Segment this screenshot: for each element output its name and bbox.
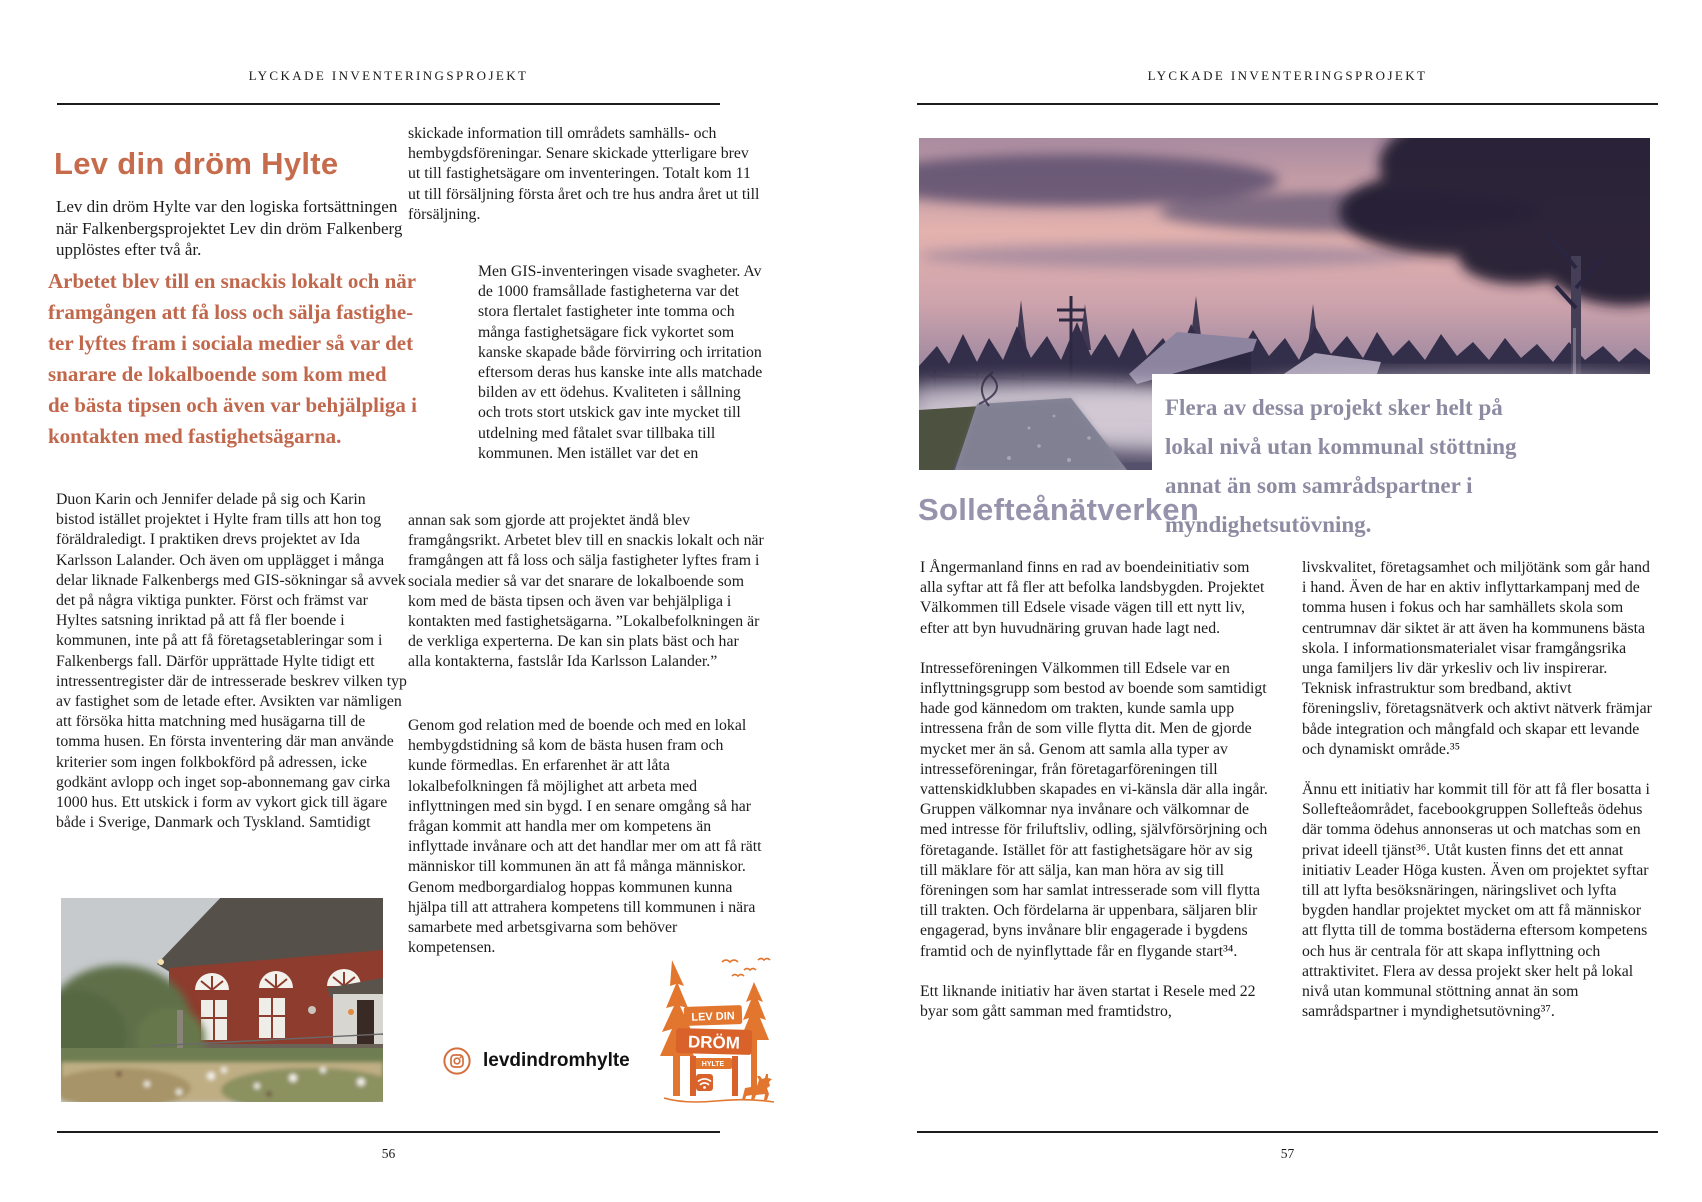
- left-column-2-narrow: [478, 262, 764, 464]
- logo-signs: [676, 1005, 753, 1096]
- instagram-handle: levdindromhylte: [483, 1050, 630, 1071]
- pull-quote-line: Arbetet blev till en snackis lokalt och när: [48, 269, 417, 293]
- header-rule-right: [917, 103, 1658, 105]
- logo-wifi-icon: [696, 1074, 713, 1091]
- lev-din-drom-hylte-logo: [646, 952, 780, 1104]
- header-rule-left: [57, 103, 720, 105]
- meadow-foreground: [61, 1062, 383, 1102]
- pull-quote-orange: [48, 266, 417, 452]
- paragraph: Men GIS-inventeringen visade svagheter. Av de 1000 framsållade fastigheterna var det stora flertalet fastigheter inte tomma och många fastighetsägare fick vykortet som kanske skapade både förvirring och irritation eftersom deras hus kanske inte alls matchade bilden av ett ödehus. Kvaliteten i sållning och trots stort utskick gav inte mycket till utdelning med fåtalet svar tillbaka till kommunen. Men istället var det en: [478, 263, 763, 462]
- paragraph: Intresseföreningen Välkommen till Edsele var en inflyttningsgrupp som bestod av boende som samtidigt hade god kännedom om trakten, kunde samla upp intressena från de som ville flytta dit. Men de gjorde mycket mer än så. Genom att samla alla typer av intresseföreningar, från företagarföreningen till vattenskidklubben skapades en vi-känsla där alla ingår. Gruppen välkomnar nya invånare och välkomnar de med intresse för friluftsliv, odling, självförsörjning och företagande. Istället för att fastighetsägare hör av sig till mäklare för att sälja, kan man höra av sig till föreningen som har samlat intresserade som vill flytta till trakten. Och fördelarna är uppenbara, säljaren blir engagerad, byns invånare blir engagerade i bygdens framtid och de nyinflyttade får en flygande start³⁴.: [920, 659, 1268, 960]
- paragraph: I Ångermanland finns en rad av boendeinitiativ som alla syftar att få fler att befolka landsbygden. Projektet Välkommen till Edsele visade vägen till ett nytt liv, efter att byn huvudnäring gruvan hade lagt ned.: [920, 559, 1265, 637]
- logo-birds: [722, 959, 770, 977]
- footer-rule-right: [917, 1131, 1658, 1133]
- left-column-2-top: [408, 124, 762, 225]
- right-column-1: [920, 558, 1272, 1022]
- pull-quote-line: myndighetsutövning.: [1165, 512, 1372, 537]
- red-house-photo: [61, 898, 383, 1102]
- logo-text-line2: DRÖM: [687, 1032, 741, 1053]
- pull-quote-line: kontakten med fastighetsägarna.: [48, 424, 342, 448]
- pull-quote-line: annat än som samrådspartner i: [1165, 473, 1473, 498]
- page-number-right: 57: [1280, 1146, 1295, 1161]
- intro-paragraph: Lev din dröm Hylte var den logiska fortsättningen när Falkenbergsprojektet Lev din dröm Falkenberg upplöstes efter två år.: [56, 197, 403, 259]
- pull-quote-line: de bästa tipsen och även var behjälpliga i: [48, 393, 417, 417]
- paragraph: Genom god relation med de boende och med en lokal hembygdstidning så kom de bästa husen fram och kunde förmedlas. En erfarenhet är att låta lokalbefolkningen få möjlighet att arbeta med inflyttningen med sin bygd. I en senare omgång så har frågan kommit att handla mer om kompetens än inflyttade invånare och att det handlar mer om att få rätt människor till kommunen än att få många människor. Genom medborgardialog hoppas kommunen kunna hjälpa till att attrahera kompetens till kommunen i nära samarbete med arbetsgivarna som behöver kompetensen.: [408, 717, 762, 957]
- paragraph: Ännu ett initiativ har kommit till för att få fler bosatta i Sollefteåområdet, facebookgruppen Sollefteås ödehus där tomma ödehus annonseras ut och matchas som en privat ideell tjänst³⁶. Utåt kusten finns det ett annat initiativ Leader Höga kusten. Även om projektet syftar till att lyfta besöksnäringen, näringslivet och lyfta bygden handlar projektet mycket om att få människor att flytta till de tomma bostäderna eftersom kompetens och hus är centrala för att skapa inflyttning och attraktivitet. Flera av dessa projekt sker helt på lokal nivå utan kommunal stöttning annat än som samrådspartner i myndighetsutövning³⁷.: [1302, 781, 1650, 1021]
- footer-rule-left: [57, 1131, 720, 1133]
- logo-text-line3: HYLTE: [701, 1061, 725, 1068]
- pull-quote-line: Flera av dessa projekt sker helt på: [1165, 395, 1503, 420]
- left-column-2-bottom: [408, 716, 764, 958]
- pull-quote-line: snarare de lokalboende som kom med: [48, 362, 387, 386]
- left-column-1: [56, 490, 408, 833]
- paragraph: Ett liknande initiativ har även startat i Resele med 22 byar som gått samman med framtidstro,: [920, 982, 1256, 1021]
- page-number-left: 56: [381, 1146, 396, 1161]
- right-column-2: [1302, 558, 1654, 1022]
- pull-quote-purple: [1165, 388, 1516, 544]
- pull-quote-line: framgången att få loss och sälja fastighe-: [48, 300, 414, 324]
- pull-quote-line: lokal nivå utan kommunal stöttning: [1165, 434, 1517, 459]
- pull-quote-line: ter lyftes fram i sociala medier så var det: [48, 331, 414, 355]
- running-head-left: LYCKADE INVENTERINGSPROJEKT: [248, 68, 529, 83]
- paragraph: livskvalitet, företagsamhet och miljötänk som går hand i hand. Även de har en aktiv inflyttarkampanj med de tomma husen i fokus och har samhällets skola som centrumnav där siktet är att även ha kommunens bästa skola. I informationsmaterialet visar framgångsrika unga familjers liv där yrkesliv och liv inspirerar. Teknisk infrastruktur som bredband, aktivt föreningsliv, företagsnätverk och aktivt nätverk främjar både integration och mångfald och skapar ett levande och dynamiskt område.³⁵: [1302, 559, 1652, 758]
- paragraph: Duon Karin och Jennifer delade på sig och Karin bistod istället projektet i Hylte fram tills att hon tog föräldraledigt. I praktiken drevs projektet av Ida Karlsson Lalander. Och även om upplägget i många delar liknade Falkenbergs med GIS-sökningar så avvek det på några viktiga punkter. Först och främst var Hyltes satsning inriktad på att få fler boende i kommunen, inte på att få företagsetableringar som i Falkenbergs fall. Därför upprättade Hylte tidigt ett intressentregister där de intresserade beskrev vilken typ av fastighet som de letade efter. Avsikten var nämligen att försöka hitta matchning med husägarna till de tomma husen. En första inventering där man använde kriterier som ingen folkbokförd på adressen, icke godkänt avlopp och inget sop-abonnemang gav cirka 1000 hus. Ett utskick i form av vykort gick till ägare både i Sverige, Danmark och Tyskland. Samtidigt: [56, 491, 407, 832]
- logo-trees: [660, 960, 769, 1096]
- instagram-icon: [443, 1047, 471, 1075]
- logo-text-line1: LEV DIN: [691, 1010, 735, 1024]
- paragraph: skickade information till områdets samhälls- och hembygdsföreningar. Senare skickade ytterligare brev ut till fastighetsägare om inventeringen. Totalt kom 11 ut till försäljning första året och tre hus andra året ut till försäljning.: [408, 125, 760, 223]
- section-heading-solleftea: Sollefteånätverken: [918, 492, 1200, 527]
- article-title-hylte: Lev din dröm Hylte: [54, 146, 339, 181]
- left-column-2-mid: [408, 511, 764, 673]
- paragraph: annan sak som gjorde att projektet ändå blev framgångsrikt. Arbetet blev till en snackis lokalt och när framgången att få loss och sälja fastigheter lyftes fram i sociala medier så var det snarare de lokalboende som kom med de bästa tipsen och även var behjälpliga i kontakten med fastighetsägarna. ”Lokalbefolkningen är de verkliga experterna. De kan sin plats bäst och har alla kontakterna, fastslår Ida Karlsson Lalander.”: [408, 512, 764, 671]
- running-head-right: LYCKADE INVENTERINGSPROJEKT: [1147, 68, 1428, 83]
- instagram-row: [443, 1047, 630, 1075]
